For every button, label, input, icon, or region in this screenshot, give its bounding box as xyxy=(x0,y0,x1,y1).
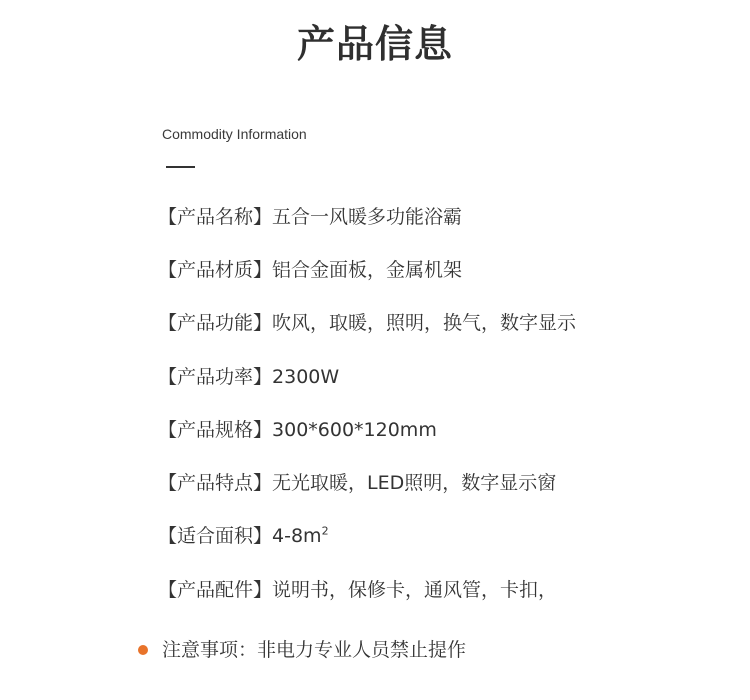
spec-label: 【适合面积】 xyxy=(158,525,273,548)
spec-value: 铝合金面板，金属机架 xyxy=(272,258,463,281)
spec-list xyxy=(158,190,718,616)
spec-row-function xyxy=(158,297,718,350)
spec-row-size xyxy=(158,403,718,456)
title-divider xyxy=(166,166,195,168)
spec-row-accessories xyxy=(158,563,718,616)
spec-row-power xyxy=(158,350,718,403)
spec-value: 说明书，保修卡，通风管，卡扣， xyxy=(272,578,558,601)
spec-value xyxy=(272,516,329,556)
spec-label: 【产品配件】 xyxy=(158,578,273,601)
spec-value: 2300W xyxy=(272,365,340,388)
notice-text: 非电力专业人员禁止提作 xyxy=(257,639,467,661)
spec-value-text: 4-8m xyxy=(272,525,322,548)
spec-value-superscript: 2 xyxy=(321,525,329,539)
spec-label: 【产品特点】 xyxy=(158,472,273,495)
notice xyxy=(138,632,466,668)
spec-value: 吹风，取暖，照明，换气，数字显示 xyxy=(272,312,577,335)
page-subtitle: Commodity Information xyxy=(162,126,307,142)
spec-label: 【产品材质】 xyxy=(158,258,273,281)
page-title: 产品信息 xyxy=(296,22,453,66)
spec-label: 【产品功率】 xyxy=(158,365,273,388)
spec-value: 五合一风暖多功能浴霸 xyxy=(272,205,463,228)
spec-row-material xyxy=(158,243,718,296)
spec-label: 【产品规格】 xyxy=(158,418,273,441)
spec-value: 无光取暖，LED照明，数字显示窗 xyxy=(272,472,557,495)
bullet-dot-icon xyxy=(138,645,148,655)
spec-row-area xyxy=(158,510,718,563)
spec-label: 【产品功能】 xyxy=(158,312,273,335)
notice-label: 注意事项： xyxy=(162,639,258,661)
spec-value: 300*600*120mm xyxy=(272,418,437,441)
spec-row-name xyxy=(158,190,718,243)
spec-label: 【产品名称】 xyxy=(158,205,273,228)
spec-row-features xyxy=(158,456,718,509)
